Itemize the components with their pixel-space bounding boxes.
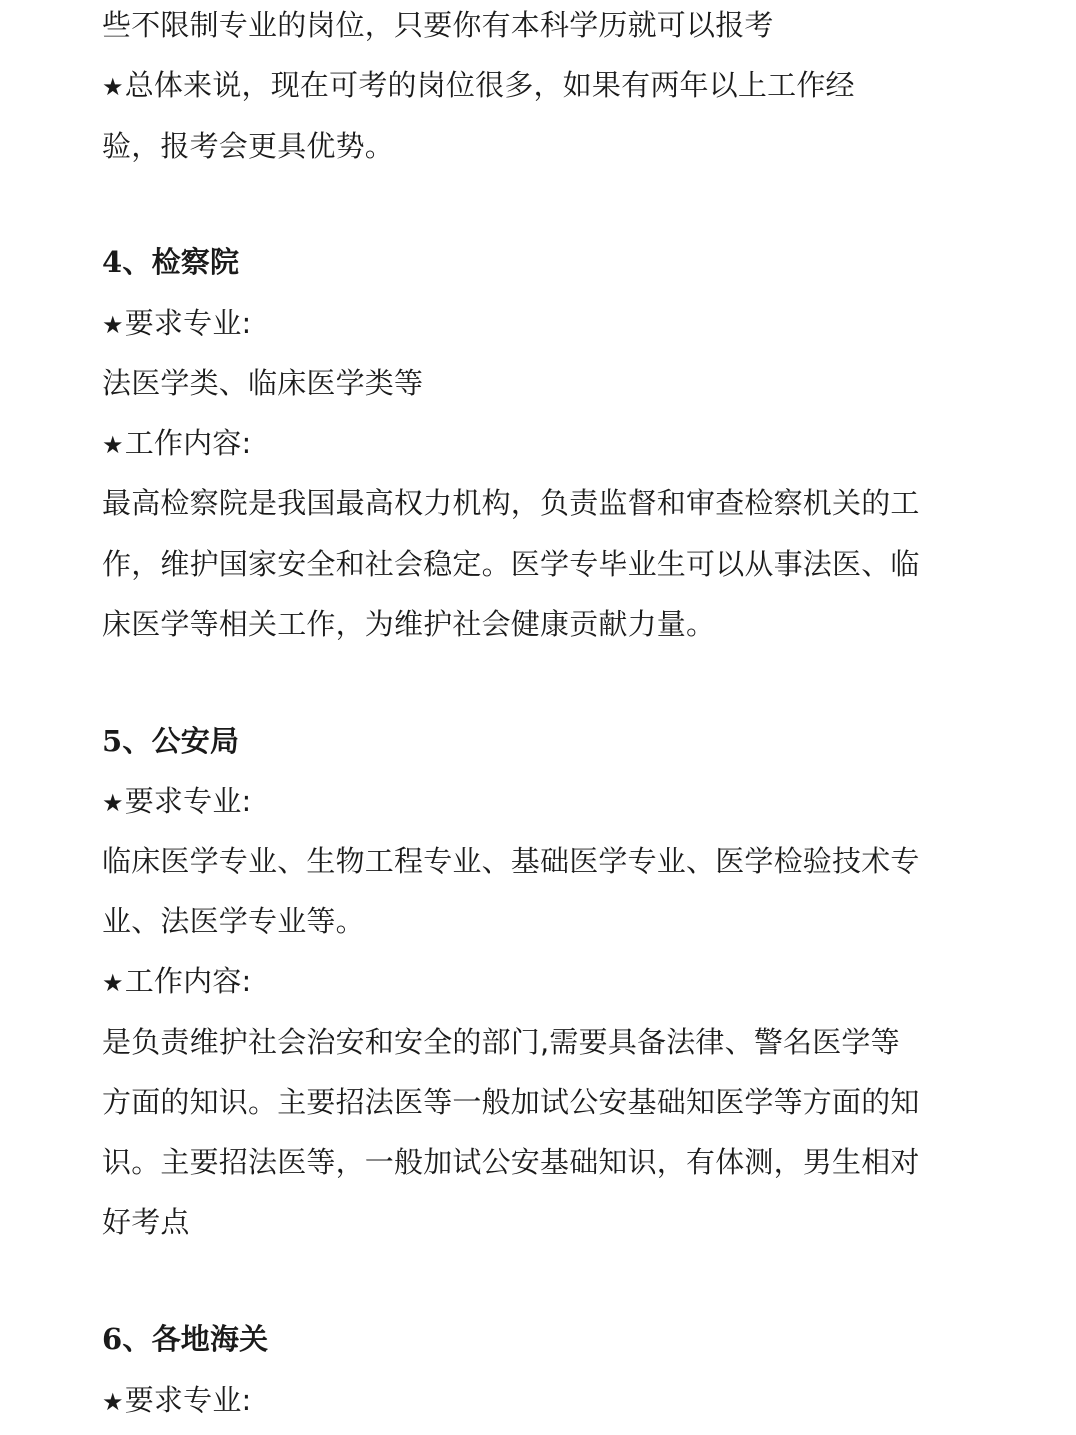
- work-label-text: 工作内容:: [124, 426, 252, 460]
- intro-bullet: [102, 67, 855, 103]
- section-5-req-text: 临床医学专业、生物工程专业、基础医学专业、医学检验技术专: [102, 844, 920, 878]
- section-4-req-text: 法医学类、临床医学类等: [102, 366, 424, 400]
- star-icon: ★: [102, 969, 124, 997]
- req-label-text: 要求专业:: [124, 306, 252, 340]
- star-icon: ★: [102, 73, 124, 101]
- section-4-work-text: 作，维护国家安全和社会稳定。医学专毕业生可以从事法医、临: [102, 547, 920, 581]
- section-6-req-label: [102, 1382, 252, 1418]
- section-4-req-label: [102, 305, 252, 341]
- section-4-heading: 4、检察院: [102, 245, 240, 279]
- section-5-req-label: [102, 783, 252, 819]
- intro-bullet-text: 总体来说，现在可考的岗位很多，如果有两年以上工作经: [124, 68, 855, 102]
- section-5-work-text: 好考点: [102, 1205, 190, 1239]
- star-icon: ★: [102, 1388, 124, 1416]
- section-4-work-text: 床医学等相关工作，为维护社会健康贡献力量。: [102, 607, 716, 641]
- req-label-text: 要求专业:: [124, 1383, 252, 1417]
- star-icon: ★: [102, 789, 124, 817]
- star-icon: ★: [102, 431, 124, 459]
- section-4-work-label: [102, 425, 252, 461]
- section-5-work-text: 识。主要招法医等，一般加试公安基础知识，有体测，男生相对: [102, 1145, 920, 1179]
- section-5-req-text: 业、法医学专业等。: [102, 904, 365, 938]
- intro-line: 些不限制专业的岗位，只要你有本科学历就可以报考: [102, 8, 774, 42]
- work-label-text: 工作内容:: [124, 964, 252, 998]
- section-5-work-text: 是负责维护社会治安和安全的部门,需要具备法律、警名医学等: [102, 1025, 900, 1059]
- intro-line: 验，报考会更具优势。: [102, 129, 395, 163]
- section-6-heading: 6、各地海关: [102, 1322, 269, 1356]
- section-5-work-label: [102, 963, 252, 999]
- section-5-heading: 5、公安局: [102, 724, 240, 758]
- section-4-work-text: 最高检察院是我国最高权力机构，负责监督和审查检察机关的工: [102, 486, 920, 520]
- section-5-work-text: 方面的知识。主要招法医等一般加试公安基础知医学等方面的知: [102, 1085, 920, 1119]
- star-icon: ★: [102, 311, 124, 339]
- req-label-text: 要求专业:: [124, 784, 252, 818]
